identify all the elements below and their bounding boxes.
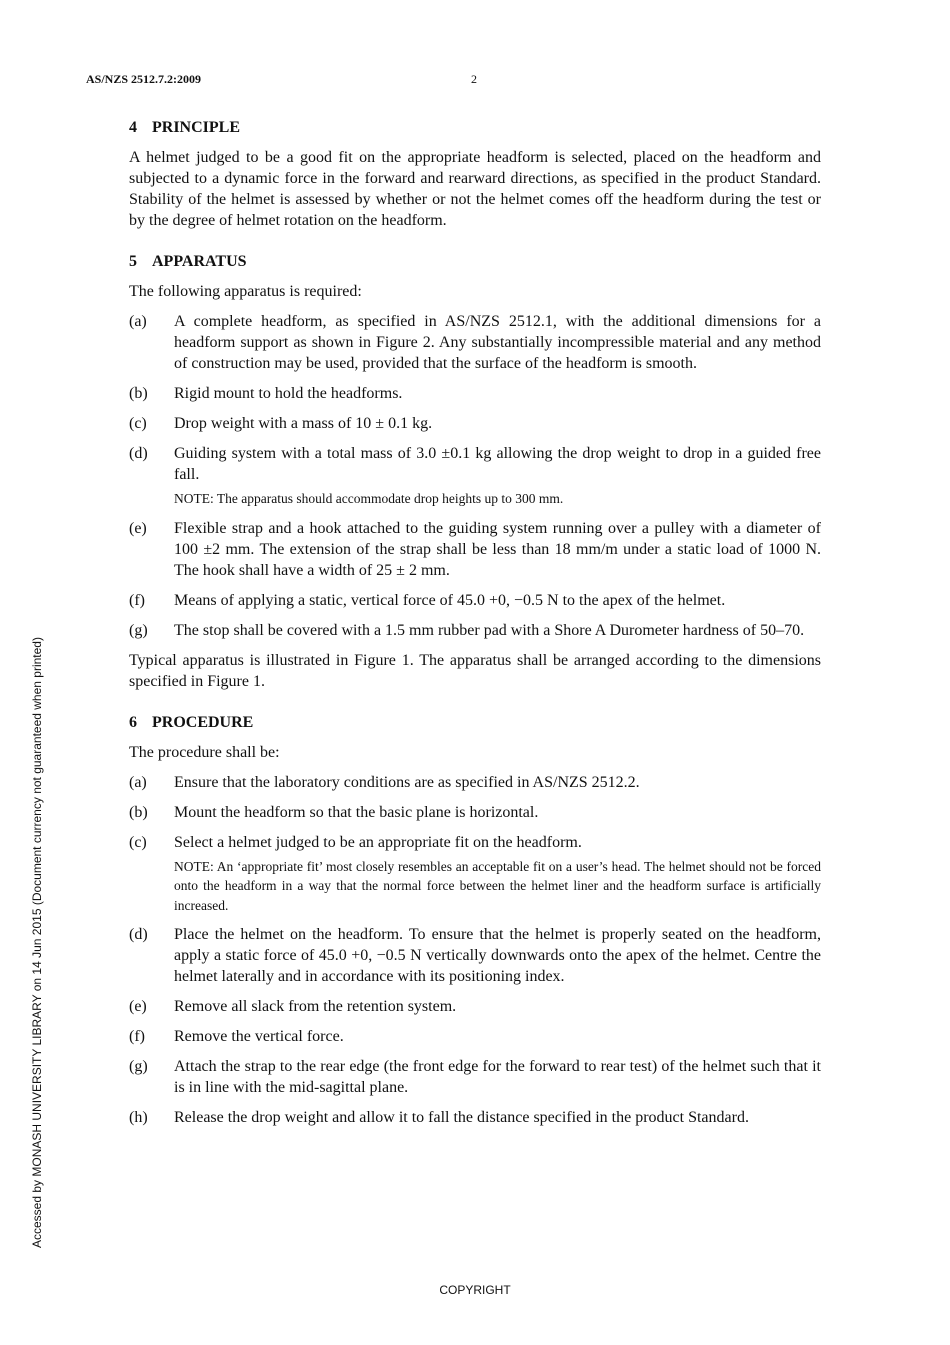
item-text: Release the drop weight and allow it to fall the distance specified in the product Standard. (174, 1109, 749, 1126)
section-heading (129, 252, 821, 272)
section-principle (129, 118, 821, 231)
item-label: (c) (129, 833, 147, 851)
section-number: 5 (129, 253, 137, 270)
item-text: Guiding system with a total mass of 3.0 ±0.1 kg allowing the drop weight to drop in a guided free fall. (174, 445, 821, 483)
item-label: (g) (129, 621, 148, 639)
section-title: PRINCIPLE (152, 119, 241, 136)
list-item (129, 924, 821, 987)
list-item (129, 518, 821, 581)
list-item (129, 590, 821, 611)
section-title: PROCEDURE (152, 713, 254, 731)
item-text: The stop shall be covered with a 1.5 mm rubber pad with a Shore A Durometer hardness of 50–70. (174, 621, 805, 639)
item-text: Ensure that the laboratory conditions are as specified in AS/NZS 2512.2. (174, 773, 640, 791)
item-text: Flexible strap and a hook attached to the guiding system running over a pulley with a diameter of 100 ±2 mm. The extension of the strap shall be less than 18 mm/m under a static load of 1000 N. The hook shall have a width of 25 ± 2 mm. (174, 519, 821, 579)
copyright-footer: COPYRIGHT (439, 1283, 511, 1297)
closing-paragraph: Typical apparatus is illustrated in Figure 1. The apparatus shall be arranged according to the dimensions specified in Figure 1. (129, 651, 821, 690)
item-label: (a) (129, 773, 147, 791)
item-label: (d) (129, 926, 148, 943)
section-heading (129, 713, 821, 733)
item-text: Mount the headform so that the basic plane is horizontal. (174, 803, 539, 821)
list-item (129, 802, 821, 823)
page-header (86, 72, 866, 90)
item-label: (b) (129, 385, 148, 402)
item-label: (f) (129, 591, 145, 609)
item-label: (e) (129, 998, 147, 1015)
list-item (129, 832, 821, 916)
section-procedure (129, 713, 821, 1129)
page-body (129, 118, 821, 1149)
item-text: Rigid mount to hold the headforms. (174, 385, 403, 402)
item-label: (c) (129, 415, 147, 432)
item-label: (f) (129, 1028, 145, 1045)
list-item (129, 413, 821, 434)
item-label: (g) (129, 1058, 148, 1075)
section-number: 6 (129, 713, 137, 731)
list-item (129, 620, 821, 641)
list-item (129, 1107, 821, 1128)
item-label: (a) (129, 313, 147, 330)
item-note: NOTE: An ‘appropriate fit’ most closely resembles an acceptable fit on a user’s head. The helmet should not be forced onto the headform in a way that the normal force between the helmet liner and the headform surface is artificially increased. (174, 858, 821, 913)
list-item (129, 772, 821, 793)
list-item (129, 1056, 821, 1098)
item-label: (h) (129, 1109, 148, 1126)
item-text: Remove all slack from the retention system. (174, 998, 457, 1015)
item-note: NOTE: The apparatus should accommodate drop heights up to 300 mm. (174, 491, 564, 506)
list-item (129, 1026, 821, 1047)
item-label: (e) (129, 519, 147, 537)
list-item (129, 996, 821, 1017)
item-text: Drop weight with a mass of 10 ± 0.1 kg. (174, 415, 433, 432)
page-number: 2 (471, 72, 477, 86)
item-text: Select a helmet judged to be an appropriate fit on the headform. (174, 833, 582, 851)
item-text: Attach the strap to the rear edge (the front edge for the forward to rear test) of the helmet such that it is in line with the mid-sagittal plane. (174, 1058, 821, 1096)
list-item (129, 443, 821, 509)
intro-paragraph: The procedure shall be: (129, 743, 280, 761)
section-apparatus (129, 252, 821, 692)
list-item (129, 311, 821, 374)
document-id: AS/NZS 2512.7.2:2009 (86, 72, 202, 86)
item-label: (b) (129, 803, 148, 821)
item-text: A complete headform, as specified in AS/NZS 2512.1, with the additional dimensions for a headform support as shown in Figure 2. Any substantially incompressible material and any method of construction may be used, provided that the surface of the headform is smooth. (174, 313, 821, 372)
list-item (129, 383, 821, 404)
paragraph: A helmet judged to be a good fit on the appropriate headform is selected, placed on the headform and subjected to a dynamic force in the forward and rearward directions, as specified in the product Standard. Stability of the helmet is assessed by whether or not the helmet comes off the headform during the test or by the degree of helmet rotation on the headform. (129, 149, 821, 229)
item-text: Remove the vertical force. (174, 1028, 344, 1045)
intro-paragraph: The following apparatus is required: (129, 283, 362, 300)
item-text: Place the helmet on the headform. To ensure that the helmet is properly seated on the headform, apply a static force of 45.0 +0, −0.5 N vertically downwards onto the apex of the helmet. Centre the helmet laterally and in accordance with its positioning index. (174, 926, 821, 985)
section-title: APPARATUS (152, 253, 247, 270)
section-number: 4 (129, 119, 137, 136)
access-notice: Accessed by MONASH UNIVERSITY LIBRARY on 14 Jun 2015 (Document currency not guaranteed when printed) (30, 637, 44, 1248)
item-text: Means of applying a static, vertical force of 45.0 +0, −0.5 N to the apex of the helmet. (174, 591, 726, 609)
item-label: (d) (129, 445, 148, 462)
section-heading (129, 118, 821, 138)
